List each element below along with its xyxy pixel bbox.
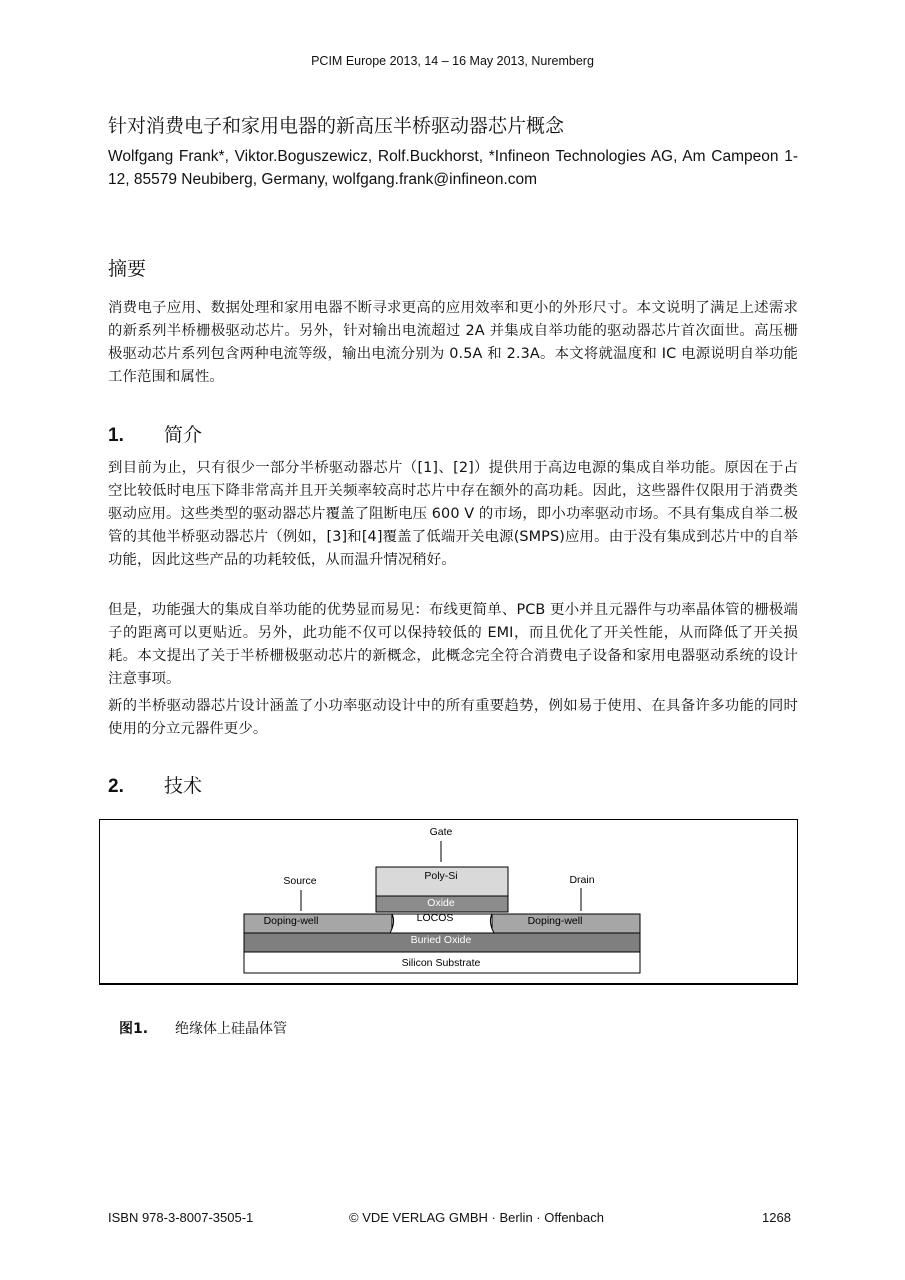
footer-page-number: 1268 — [762, 1210, 791, 1225]
footer-publisher: © VDE VERLAG GMBH · Berlin · Offenbach — [349, 1210, 604, 1225]
author-list: Wolfgang Frank*, Viktor.Boguszewicz, Rolf.Buckhorst, *Infineon Technologies AG, Am Campeon 1-12, 85579 Neubiberg, Germany, wolfgang.frank@infineon.com — [108, 148, 798, 188]
section-1-heading — [108, 420, 202, 447]
source-label: Source — [283, 875, 317, 887]
locos-label: LOCOS — [416, 912, 454, 924]
drain-label: Drain — [569, 874, 595, 886]
section-1-paragraph-2: 但是，功能强大的集成自举功能的优势显而易见：布线更简单、PCB 更小并且元器件与功率晶体管的栅极端子的距离可以更贴近。另外，此功能不仅可以保持较低的 EMI，而且优化了开关性能，从而降低了开关损耗。本文提出了关于半桥栅极驱动芯片的新概念，此概念完全符合消费电子设备和家用电器驱动系统的设计注意事项。 — [108, 602, 798, 687]
conference-header: PCIM Europe 2013, 14 – 16 May 2013, Nuremberg — [311, 54, 594, 68]
section-1-paragraph-1: 到目前为止，只有很少一部分半桥驱动器芯片（[1]、[2]）提供用于高边电源的集成自举功能。原因在于占空比较低时电压下降非常高并且开关频率较高时芯片中存在额外的高功耗。因此，这些器件仅限用于消费类驱动应用。这些类型的驱动器芯片覆盖了阻断电压 600 V 的市场，即小功率驱动市场。不具有集成自举二极管的其他半桥驱动器芯片（例如，[3]和[4]覆盖了低端开关电源(SMPS)应用。由于没有集成到芯片中的自举功能，因此这些产品的功耗较低，从而温升情况稍好。 — [108, 460, 798, 568]
section-2-heading — [108, 771, 202, 798]
section-1-paragraph-3: 新的半桥驱动器芯片设计涵盖了小功率驱动设计中的所有重要趋势，例如易于使用、在具备许多功能的同时使用的分立元器件更少。 — [108, 698, 798, 737]
footer-isbn: ISBN 978-3-8007-3505-1 — [108, 1210, 254, 1225]
doping-well-right-label: Doping-well — [527, 915, 583, 927]
section-1-number: 1. — [108, 425, 124, 446]
doping-well-left-label: Doping-well — [263, 915, 319, 927]
buried-oxide-label: Buried Oxide — [410, 934, 472, 946]
figure-caption-label: 图1. — [119, 1021, 149, 1037]
oxide-label: Oxide — [427, 897, 455, 909]
soi-transistor-figure — [99, 819, 798, 985]
poly-si-label: Poly-Si — [424, 870, 458, 882]
silicon-substrate-label: Silicon Substrate — [401, 957, 481, 969]
section-2-title: 技术 — [164, 775, 203, 797]
figure-caption — [119, 1018, 287, 1038]
gate-label: Gate — [429, 826, 453, 838]
figure-caption-text: 绝缘体上硅晶体管 — [175, 1021, 287, 1037]
abstract-heading: 摘要 — [108, 258, 147, 280]
abstract-text: 消费电子应用、数据处理和家用电器不断寻求更高的应用效率和更小的外形尺寸。本文说明了满足上述需求的新系列半桥栅极驱动芯片。另外，针对输出电流超过 2A 并集成自举功能的驱动器芯片首次面世。高压栅极驱动芯片系列包含两种电流等级，输出电流分别为 0.5A 和 2.3A。本文将就温度和 IC 电源说明自举功能工作范围和属性。 — [108, 300, 798, 385]
soi-cross-section-diagram — [100, 820, 797, 981]
section-1-title: 简介 — [164, 424, 203, 446]
section-2-number: 2. — [108, 776, 124, 797]
paper-title: 针对消费电子和家用电器的新高压半桥驱动器芯片概念 — [108, 115, 565, 137]
